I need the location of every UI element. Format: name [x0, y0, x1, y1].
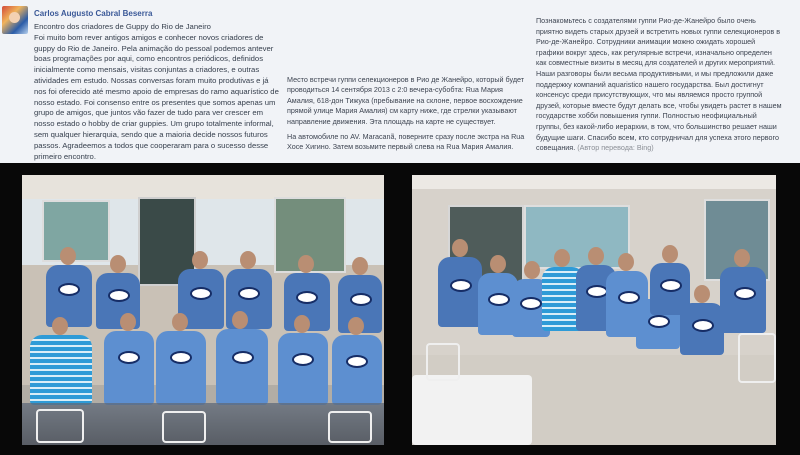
shirt-logo [450, 279, 472, 292]
person-shirt [216, 329, 268, 405]
person-head [294, 315, 310, 333]
translation-credit: (Автор перевода: Bing) [577, 143, 654, 153]
person-shirt [438, 257, 482, 327]
person-head [52, 317, 68, 335]
person-head [490, 255, 506, 273]
person-head [352, 257, 368, 275]
person-shirt [278, 333, 328, 405]
shirt-logo [190, 287, 212, 300]
shirt-logo [488, 293, 510, 306]
window-pane [524, 205, 630, 269]
person-head [588, 247, 604, 265]
translation-middle-column [287, 75, 532, 158]
shirt-logo [292, 353, 314, 366]
person-head [618, 253, 634, 271]
plastic-chair [162, 411, 206, 443]
person-head [298, 255, 314, 273]
person-shirt [156, 331, 206, 405]
shirt-logo [58, 283, 80, 296]
person-head [60, 247, 76, 265]
person-head [110, 255, 126, 273]
translation-paragraph-2: На автомобиле по AV. Maracanã, поверните сразу после экстра на Rua Хосе Хигино. Затем возьмите первый слева на Rua Мария Амалия. [287, 132, 525, 152]
person-shirt-striped [30, 335, 92, 405]
shirt-logo [346, 355, 368, 368]
person-head [172, 313, 188, 331]
person-head [734, 249, 750, 267]
window-pane [42, 200, 110, 262]
group-photo-right[interactable] [412, 175, 776, 445]
shirt-logo [692, 319, 714, 332]
person-shirt [46, 265, 92, 327]
person-head [240, 251, 256, 269]
person-head [524, 261, 540, 279]
author-name-link[interactable]: Carlos Augusto Cabral Beserra [34, 9, 153, 18]
shirt-logo [108, 289, 130, 302]
shirt-logo [170, 351, 192, 364]
shirt-logo [118, 351, 140, 364]
shirt-logo [238, 287, 260, 300]
shirt-logo [350, 293, 372, 306]
shirt-logo [586, 285, 608, 298]
shirt-logo [648, 315, 670, 328]
person-head [348, 317, 364, 335]
shirt-logo [734, 287, 756, 300]
author-avatar[interactable] [2, 6, 28, 34]
shirt-logo [232, 351, 254, 364]
person-head [452, 239, 468, 257]
post-text-portuguese: Encontro dos criadores de Guppy do Rio de Janeiro Foi muito bom rever antigos amigos e conhecer novos criadores de guppy do Rio de Janeiro. Pela animação do pessoal podemos antever boas programações por aqui, como encontros periódicos, definidos inicialmente como mensais, visitas conjuntas a criadores, e outras atividades em estudo. Nossas conversas foram muito produtivas e já nos foi oferecido até mesmo apoio de empresas do ramo aquarístico de nosso estado. Foi consenso entre os presentes que somos apenas um grupo de amigos, que juntos vão fazer de tudo para ver crescer em nosso estado o hobby de criar guppies. Um grupo totalmente informal, sem qualquer hierarquia, sendo que a maioria decide nossos futuros passos. Agradeemos a todos que cooperaram para o sucesso desse primeiro encontro. [34, 22, 279, 161]
person-head [192, 251, 208, 269]
shirt-logo [296, 291, 318, 304]
table-area [412, 375, 532, 445]
person-head [694, 285, 710, 303]
person-head [554, 249, 570, 267]
post-area [0, 0, 800, 163]
translation-paragraph-1: Место встречи гуппи селекционеров в Рио де Жанейро, который будет проводиться 14 сентября 2013 с 2:0 вечера-субобта: Rua Мария Амалия, 618-дон Тижука (пребывание на склоне, первое восхождение прямой улице Мария Амалия) см карту ниже, где стрелки указывают направление движения. Эта площадь на карте не существует. [287, 75, 525, 126]
shirt-logo [520, 297, 542, 310]
translation-right-column [536, 16, 782, 154]
person-shirt [332, 335, 382, 405]
person-head [232, 311, 248, 329]
person-head [120, 313, 136, 331]
wall-frame [22, 175, 384, 199]
person-shirt [720, 267, 766, 333]
plastic-chair [738, 333, 776, 383]
plastic-chair [426, 343, 460, 381]
group-photo-left[interactable] [22, 175, 384, 445]
person-shirt [104, 331, 154, 405]
shirt-logo [618, 291, 640, 304]
plastic-chair [328, 411, 372, 443]
person-head [662, 245, 678, 263]
translation-right-text: Познакомьтесь с создателями гуппи Рио-де-Жанейро было очень приятно видеть старых друзей и встретить новых гуппи селекционеров в Рио-де-Жанейро. Сотрудники анимации можно ожидать хорошей графики вокруг здесь, как регулярные встречи, изначально определен как совместные визиты в месяц для создателей и других мероприятий. Наши разговоры были весьма продуктивными, и мы предложили даже поддержку компаний aquaristico нашего государства. Был достигнут консенсус среди присутствующих, что мы являемся просто группой друзей, которые вместе будут делать все, чтобы увидеть растет в нашем государстве хобби повышения гуппи. Полностью неофициальный группы, без какой-либо иерархии, в том, что большинство решает наши будущие шаги. Спасибо всем, кто сотрудничал для успеха этого первого совещания. [536, 16, 782, 153]
plastic-chair [36, 409, 84, 443]
shirt-logo [660, 279, 682, 292]
roof-area [412, 175, 776, 189]
